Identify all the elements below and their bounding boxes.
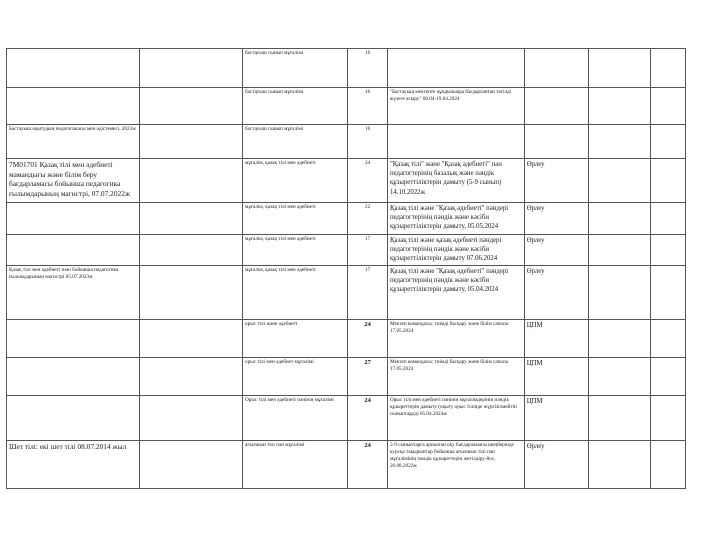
table-row xyxy=(7,320,686,358)
hours-cell: 24 xyxy=(348,320,388,358)
table-row xyxy=(7,235,686,266)
qualification-table xyxy=(6,48,686,489)
extra-cell xyxy=(650,441,685,489)
education-cell xyxy=(7,49,140,88)
course-cell: 5-9 сыныптарға арналған оқу бағдарламасы шеңберінде курсқа тақырыптар бойынша ағылшын тілі пән мұғалімінің пәндік құзыреттерін жетілдіру-8ос, 26.08.2022ж xyxy=(387,441,524,489)
hours-cell: 17 xyxy=(348,266,388,320)
provider-cell xyxy=(524,88,588,125)
extra-cell xyxy=(650,203,685,235)
empty-cell xyxy=(140,88,243,125)
provider-cell: Өрлеу xyxy=(524,266,588,320)
hours-cell: 24 xyxy=(348,159,388,203)
extra-cell xyxy=(588,396,650,441)
position-cell: бастауыш сынып мұғалімі xyxy=(243,49,348,88)
extra-cell xyxy=(588,320,650,358)
table-row xyxy=(7,266,686,320)
position-cell: мұғалім, қазақ тілі мен әдебиеті xyxy=(243,266,348,320)
empty-cell xyxy=(140,441,243,489)
hours-cell: 16 xyxy=(348,49,388,88)
extra-cell xyxy=(588,203,650,235)
education-cell: Бастауыш оқытудың педагогикасы мен әдістемесі, 2023ж xyxy=(7,125,140,159)
education-cell xyxy=(7,235,140,266)
extra-cell xyxy=(650,266,685,320)
provider-cell: ЦПМ xyxy=(524,358,588,396)
provider-cell: Өрлеу xyxy=(524,159,588,203)
education-cell xyxy=(7,203,140,235)
provider-cell xyxy=(524,125,588,159)
provider-cell: ЦПМ xyxy=(524,396,588,441)
course-cell xyxy=(387,125,524,159)
table-row xyxy=(7,358,686,396)
position-cell: мұғалім, қазақ тілі мен әдебиеті xyxy=(243,159,348,203)
course-cell: Мектеп командасы: тиімді басқару және білім сапасы 17.05.2024 xyxy=(387,358,524,396)
provider-cell: Өрлеу xyxy=(524,235,588,266)
provider-cell: Өрлеу xyxy=(524,203,588,235)
course-cell: Орыс тілі мен әдебиеті пәнінің мұғалімдерінің пәндік құзыреттерін дамыту (оқыту орыс тілінде жүргізілмейтін сыныптарда) 05.04.2024ж xyxy=(387,396,524,441)
empty-cell xyxy=(140,358,243,396)
table-row xyxy=(7,203,686,235)
hours-cell: 17 xyxy=(348,235,388,266)
course-cell: Қазақ тілі және "Қазақ әдебиеті" пәндері педагогтерінің пәндік және кәсіби құзыреттіліктерін дамыту, 05.04.2024 xyxy=(387,266,524,320)
extra-cell xyxy=(650,358,685,396)
hours-cell: 24 xyxy=(348,396,388,441)
extra-cell xyxy=(650,49,685,88)
extra-cell xyxy=(650,320,685,358)
course-cell: Мектеп командасы: тиімді басқару және білім сапасы 17.05.2024 xyxy=(387,320,524,358)
extra-cell xyxy=(588,266,650,320)
extra-cell xyxy=(650,396,685,441)
empty-cell xyxy=(140,203,243,235)
course-cell: Қазақ тілі және қазақ әдебиеті пәндері педагогтерінің пәндік және кәсіби құзыреттіліктерін дамыту 07.06.2024 xyxy=(387,235,524,266)
position-cell: бастауыш сынып мұғалімі xyxy=(243,88,348,125)
extra-cell xyxy=(588,88,650,125)
extra-cell xyxy=(588,49,650,88)
provider-cell xyxy=(524,49,588,88)
empty-cell xyxy=(140,396,243,441)
position-cell: мұғалім, қазақ тілі мен әдебиеті xyxy=(243,235,348,266)
table-row xyxy=(7,159,686,203)
empty-cell xyxy=(140,49,243,88)
extra-cell xyxy=(650,235,685,266)
education-cell xyxy=(7,358,140,396)
education-cell xyxy=(7,396,140,441)
education-cell: Қазақ тілі мен әдебиеті пәні бойынша педагогика ғылымдарының магистрі 05.07.2023ж xyxy=(7,266,140,320)
position-cell: бастауыш сынып мұғалімі xyxy=(243,125,348,159)
position-cell: мұғалім, қазақ тілі мен әдебиеті xyxy=(243,203,348,235)
education-cell xyxy=(7,320,140,358)
empty-cell xyxy=(140,235,243,266)
extra-cell xyxy=(588,235,650,266)
table-row xyxy=(7,49,686,88)
hours-cell: 22 xyxy=(348,203,388,235)
empty-cell xyxy=(140,159,243,203)
course-cell: "Қазақ тілі" және "Қазақ әдебиеті" пән педагогтерінің базалық және пәндік құзыреттіліктерін дамыту (5-9 сынып) 14.10.2022ж xyxy=(387,159,524,203)
hours-cell: 16 xyxy=(348,125,388,159)
extra-cell xyxy=(588,159,650,203)
position-cell: орыс тілі мен әдебиет мұғалімі xyxy=(243,358,348,396)
position-cell: ағылшын тілі пән мұғалімі xyxy=(243,441,348,489)
extra-cell xyxy=(650,125,685,159)
course-cell xyxy=(387,49,524,88)
provider-cell: Өрлеу xyxy=(524,441,588,489)
empty-cell xyxy=(140,125,243,159)
education-cell: 7М01701 Қазақ тілі мен әдебиеті мамандығы және білім беру бағдарламасы бойынша педагогика ғылымдарының магистрі, 07.07.2022ж xyxy=(7,159,140,203)
course-cell: Қазақ тілі және "Қазақ әдебиеті" пәндері педагогтерінің пәндік және кәсіби құзыреттіліктерін дамыту, 05.05.2024 xyxy=(387,203,524,235)
hours-cell: 16 xyxy=(348,88,388,125)
extra-cell xyxy=(650,159,685,203)
extra-cell xyxy=(588,441,650,489)
hours-cell: 27 xyxy=(348,358,388,396)
education-cell xyxy=(7,88,140,125)
position-cell: Орыс тілі мен әдебиеті пәнінің мұғалімі xyxy=(243,396,348,441)
table-row xyxy=(7,441,686,489)
education-cell: Шет тілі: екі шет тілі 08.07.2014 жыл xyxy=(7,441,140,489)
table-row xyxy=(7,125,686,159)
empty-cell xyxy=(140,320,243,358)
extra-cell xyxy=(588,125,650,159)
provider-cell: ЦПМ xyxy=(524,320,588,358)
extra-cell xyxy=(650,88,685,125)
table-row xyxy=(7,88,686,125)
empty-cell xyxy=(140,266,243,320)
course-cell: "Бастауыш мектепте құндылыққа бағдарланған тәсілді жүзеге асыру" 08.04-19.04.2024 xyxy=(387,88,524,125)
position-cell: орыс тілі және әдебиеті xyxy=(243,320,348,358)
table-row xyxy=(7,396,686,441)
extra-cell xyxy=(588,358,650,396)
hours-cell: 24 xyxy=(348,441,388,489)
